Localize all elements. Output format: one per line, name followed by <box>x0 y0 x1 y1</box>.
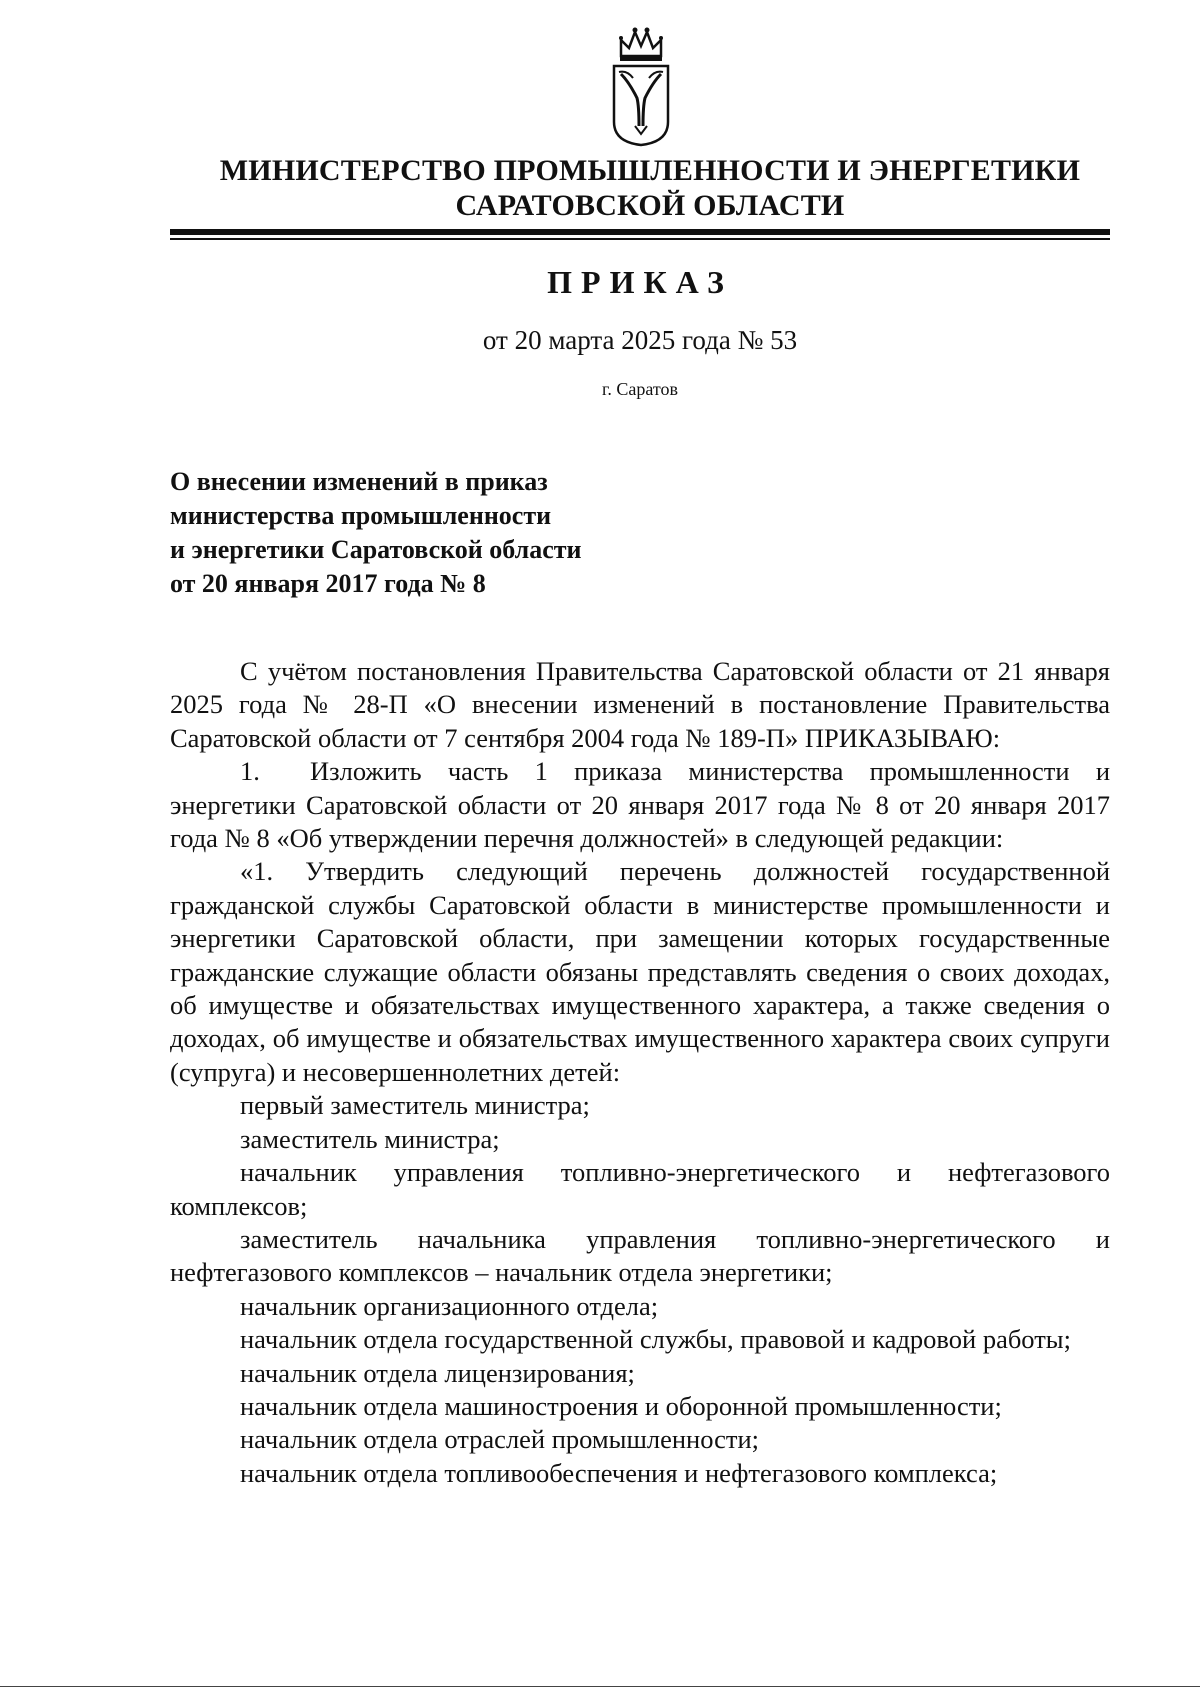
subject-line: от 20 января 2017 года № 8 <box>170 569 486 598</box>
document-city: г. Саратов <box>602 379 678 399</box>
position-list-item: первый заместитель министра; <box>240 1090 590 1121</box>
coat-of-arms-emblem <box>607 22 675 147</box>
saratov-coat-of-arms-icon <box>607 22 675 147</box>
ministry-title-line-1: МИНИСТЕРСТВО ПРОМЫШЛЕННОСТИ И ЭНЕРГЕТИКИ <box>219 154 1081 187</box>
header-divider-thin <box>170 238 1110 240</box>
order-subject <box>170 465 770 601</box>
document-date-number: от 20 марта 2025 года № 53 <box>482 325 798 355</box>
document-body <box>170 655 1110 1490</box>
item-1-text: Изложить часть 1 приказа министерства промышленности и энергетики Саратовской области от 20 января 2017 года № 8 от 20 января 2017 года № 8 «Об утверждении перечня должностей» в следующей редакции: <box>170 756 1110 854</box>
position-list-item: заместитель начальника управления топливно-энергетического и нефтегазового комплексов – начальник отдела энергетики; <box>170 1223 1110 1288</box>
position-list-item: начальник отдела лицензирования; <box>240 1357 635 1388</box>
ministry-title-line-2: САРАТОВСКОЙ ОБЛАСТИ <box>455 189 845 222</box>
position-list-item: начальник отдела отраслей промышленности; <box>240 1424 760 1455</box>
position-list-item: начальник отдела машиностроения и оборонной промышленности; <box>240 1390 1002 1421</box>
header-divider-thick <box>170 229 1110 235</box>
item-1-number: 1. <box>240 756 260 787</box>
subject-line: О внесении изменений в приказ <box>170 467 548 496</box>
position-list-item: начальник организационного отдела; <box>240 1290 659 1321</box>
subject-line: министерства промышленности <box>170 501 552 530</box>
quoted-item-paragraph: «1. Утвердить следующий перечень должностей государственной гражданской службы Саратовской области в министерстве промышленности и энергетики Саратовской области, при замещении которых государственные гражданские служащие области обязаны представлять сведения о своих доходах, об имуществе и обязательствах имущественного характера, а также сведения о доходах, об имуществе и обязательствах имущественного характера своих супруги (супруга) и несовершеннолетних детей: <box>170 856 1110 1087</box>
position-list-item: заместитель министра; <box>240 1123 500 1154</box>
document-type-title: ПРИКАЗ <box>547 264 733 300</box>
position-list-item: начальник отдела топливообеспечения и нефтегазового комплекса; <box>240 1457 998 1488</box>
position-list-item: начальник управления топливно-энергетического и нефтегазового комплексов; <box>170 1157 1110 1221</box>
page-bottom-edge-line <box>0 1686 1200 1687</box>
preamble-paragraph: С учётом постановления Правительства Саратовской области от 21 января 2025 года № 28-П «О внесении изменений в постановление Правительства Саратовской области от 7 сентября 2004 года № 189-П» ПРИКАЗЫВАЮ: <box>170 656 1110 753</box>
position-list-item: начальник отдела государственной службы, правовой и кадровой работы; <box>240 1324 1071 1355</box>
item-1-paragraph <box>170 755 1110 855</box>
subject-line: и энергетики Саратовской области <box>170 535 582 564</box>
